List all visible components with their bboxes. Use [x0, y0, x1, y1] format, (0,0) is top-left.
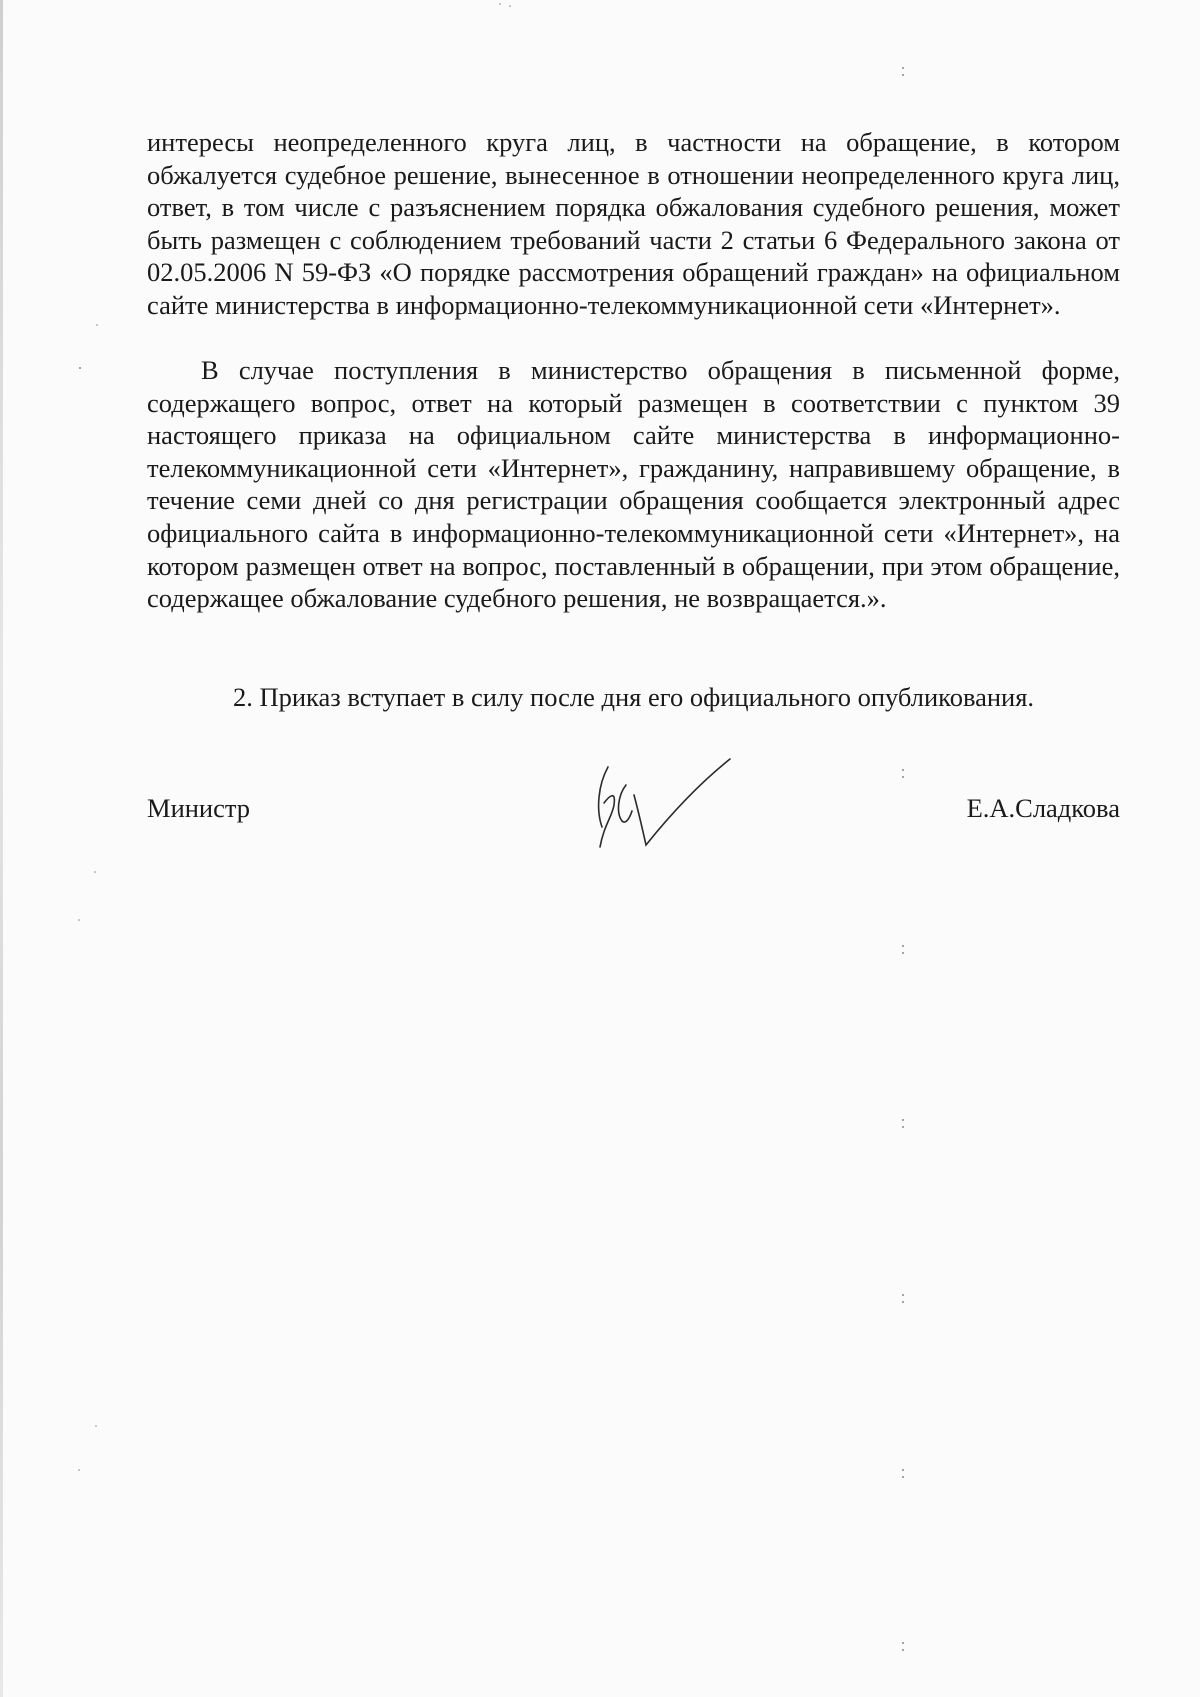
body-paragraph-2: В случае поступления в министерство обращения в письменной форме, содержащего вопрос, ответ на который размещен в соответствии с пунктом 39 настоящего приказа на официальном сайте министерства в информационно-телекоммуникационной сети «Интернет», гражданину, направившему обращение, в течение семи дней со дня регистрации обращения сообщается электронный адрес официального сайта в информационно-телекоммуникационной сети «Интернет», на котором размещен ответ на вопрос, поставленный в обращении, при этом обращение, содержащее обжалование судебного решения, не возвращается.». — [147, 355, 1120, 614]
scan-edge — [0, 0, 3, 1697]
body-paragraph-3: 2. Приказ вступает в силу после дня его официального опубликования. — [232, 682, 1035, 712]
signatory-title: Министр — [147, 793, 251, 823]
body-paragraph-1: интересы неопределенного круга лиц, в частности на обращение, в котором обжалуется судебное решение, вынесенное в отношении неопределенного круга лиц, ответ, в том числе с разъяснением порядка обжалования судебного решения, может быть размещен с соблюдением требований части 2 статьи 6 Федерального закона от 02.05.2006 N 59-ФЗ «О порядке рассмотрения обращений граждан» на официальном сайте министерства в информационно-телекоммуникационной сети «Интернет». — [147, 127, 1120, 320]
signatory-name: Е.А.Сладкова — [966, 793, 1120, 823]
handwritten-signature-icon — [590, 755, 740, 855]
